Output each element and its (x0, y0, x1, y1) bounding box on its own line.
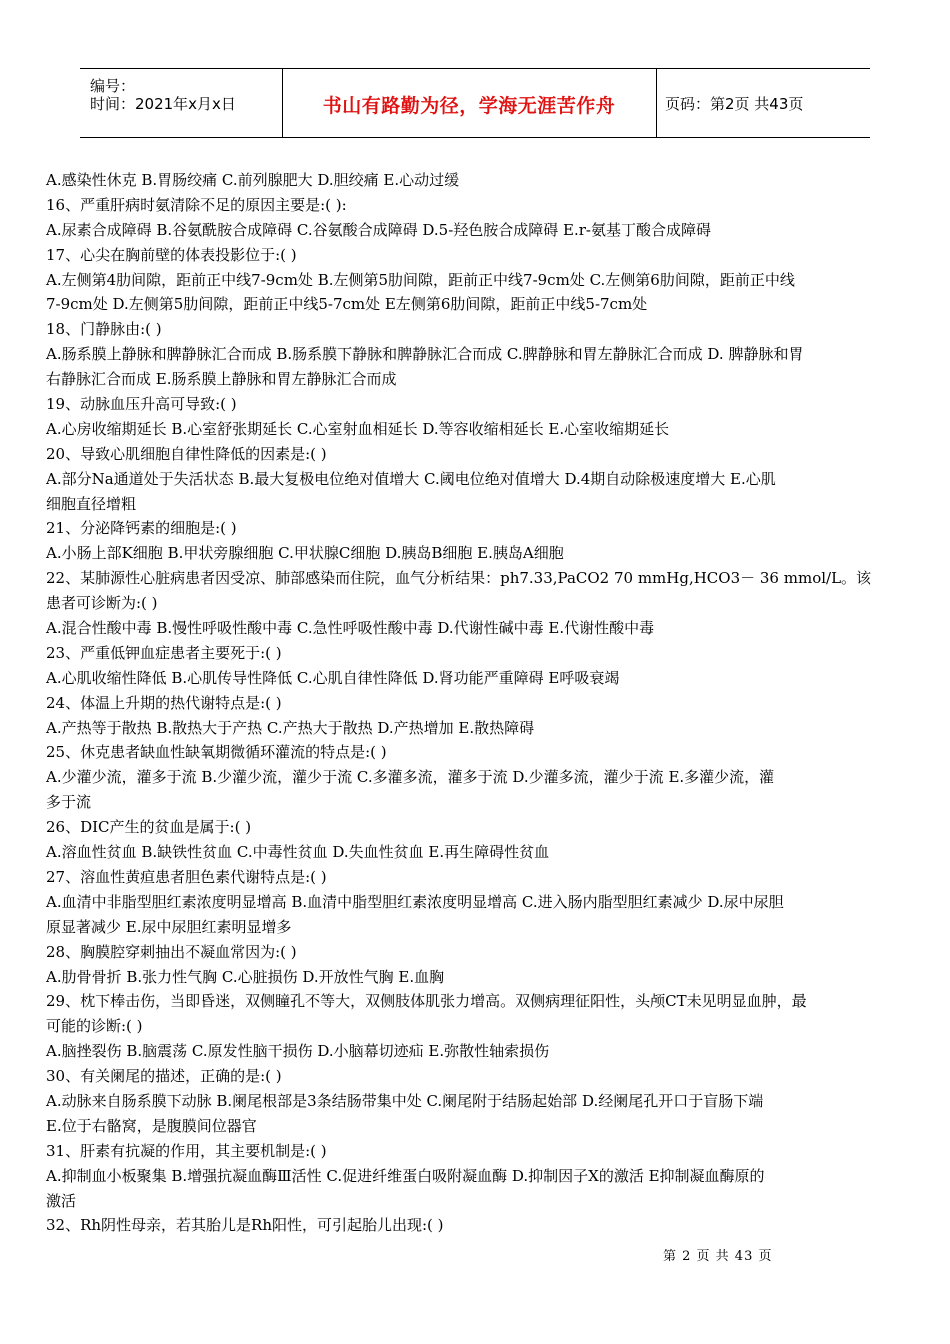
text-line: 26、DIC产生的贫血是属于:( ) (46, 818, 252, 837)
text-line: 27、溶血性黄疸患者胆色素代谢特点是:( ) (46, 867, 327, 886)
text-line: 右静脉汇合而成 E.肠系膜上静脉和胃左静脉汇合而成 (46, 370, 397, 389)
header-motto: 书山有路勤为径，学海无涯苦作舟 (322, 95, 616, 117)
text-line: 17、心尖在胸前壁的体表投影位于:( ) (46, 245, 297, 264)
text-line: A.尿素合成障碍 B.谷氨酰胺合成障碍 C.谷氨酸合成障碍 D.5-羟色胺合成障碍 E.r-氨基丁酸合成障碍 (46, 220, 712, 239)
text-line: A.小肠上部K细胞 B.甲状旁腺细胞 C.甲状腺C细胞 D.胰岛B细胞 E.胰岛A细胞 (46, 544, 564, 563)
text-line: A.心肌收缩性降低 B.心肌传导性降低 C.心肌自律性降低 D.肾功能严重障碍 E呼吸衰竭 (46, 668, 620, 687)
header-motto-cell (282, 69, 657, 137)
text-line: A.产热等于散热 B.散热大于产热 C.产热大于散热 D.产热增加 E.散热障碍 (46, 718, 535, 737)
text-line: 24、体温上升期的热代谢特点是:( ) (46, 693, 282, 712)
text-line: 患者可诊断为:( ) (46, 594, 158, 613)
header-info-cell (80, 69, 283, 137)
text-line: 31、肝素有抗凝的作用，其主要机制是:( ) (46, 1141, 327, 1160)
text-line: A.心房收缩期延长 B.心室舒张期延长 C.心室射血相延长 D.等容收缩相延长 E.心室收缩期延长 (46, 419, 670, 438)
text-line: 19、动脉血压升高可导致:( ) (46, 395, 237, 414)
text-line: A.少灌少流，灌多于流 B.少灌少流，灌少于流 C.多灌多流，灌多于流 D.少灌多流，灌少于流 E.多灌少流，灌 (46, 768, 775, 787)
text-line: A.抑制血小板聚集 B.增强抗凝血酶Ⅲ活性 C.促进纤维蛋白吸附凝血酶 D.抑制因子X的激活 E抑制凝血酶原的 (46, 1166, 765, 1185)
date-label: 时间：2021年x月x日 (90, 95, 236, 113)
text-line: A.动脉来自肠系膜下动脉 B.阑尾根部是3条结肠带集中处 C.阑尾附于结肠起始部 D.经阑尾孔开口于盲肠下端 (46, 1091, 764, 1110)
text-line: A.感染性休克 B.胃肠绞痛 C.前列腺肥大 D.胆绞痛 E.心动过缓 (46, 171, 460, 189)
text-line: A.肠系膜上静脉和脾静脉汇合而成 B.肠系膜下静脉和脾静脉汇合而成 C.脾静脉和胃左静脉汇合而成 D. 脾静脉和胃 (46, 345, 804, 364)
document-body (46, 168, 906, 1238)
text-line: 23、严重低钾血症患者主要死于:( ) (46, 643, 282, 662)
text-line: 30、有关阑尾的描述，正确的是:( ) (46, 1067, 282, 1086)
text-line: A.部分Na通道处于失活状态 B.最大复极电位绝对值增大 C.阈电位绝对值增大 D.4期自动除极速度增大 E.心肌 (46, 469, 776, 488)
text-line: 22、某肺源性心脏病患者因受凉、肺部感染而住院，血气分析结果：ph7.33,PaCO2 70 mmHg,HCO3－ 36 mmol/L。该 (46, 569, 872, 588)
text-line: 可能的诊断:( ) (46, 1017, 143, 1036)
text-line: 28、胸膜腔穿刺抽出不凝血常因为:( ) (46, 942, 297, 961)
text-line: 激活 (46, 1191, 77, 1210)
header-page-cell (657, 69, 870, 137)
text-line: 多于流 (46, 793, 92, 812)
text-line: A.肋骨骨折 B.张力性气胸 C.心脏损伤 D.开放性气胸 E.血胸 (46, 967, 445, 986)
serial-number-label: 编号： (90, 77, 136, 95)
text-line: E.位于右骼窝，是腹膜间位器官 (46, 1116, 257, 1135)
text-line: 原显著减少 E.尿中尿胆红素明显增多 (46, 917, 292, 936)
text-line: 29、枕下棒击伤，当即昏迷，双侧瞳孔不等大，双侧肢体肌张力增高。双侧病理征阳性，头颅CT未见明显血肿，最 (46, 992, 807, 1011)
page-footer: 第 2 页 共 43 页 (663, 1249, 773, 1264)
text-line: 25、休克患者缺血性缺氧期微循环灌流的特点是:( ) (46, 743, 387, 762)
text-line: A.溶血性贫血 B.缺铁性贫血 C.中毒性贫血 D.失血性贫血 E.再生障碍性贫血 (46, 843, 550, 862)
text-line: 20、导致心肌细胞自律性降低的因素是:( ) (46, 444, 327, 463)
text-line: 18、门静脉由:( ) (46, 320, 162, 339)
header-page-number: 页码：第2页 共43页 (665, 95, 804, 113)
text-line: 7-9cm处 D.左侧第5肋间隙，距前正中线5-7cm处 E左侧第6肋间隙，距前正中线5-7cm处 (46, 295, 648, 314)
text-line: 21、分泌降钙素的细胞是:( ) (46, 519, 237, 538)
text-line: A.混合性酸中毒 B.慢性呼吸性酸中毒 C.急性呼吸性酸中毒 D.代谢性碱中毒 E.代谢性酸中毒 (46, 619, 655, 638)
text-line: 32、Rh阴性母亲，若其胎儿是Rh阳性，可引起胎儿出现:( ) (46, 1216, 444, 1235)
page-header (80, 68, 870, 138)
text-line: A.左侧第4肋间隙，距前正中线7-9cm处 B.左侧第5肋间隙，距前正中线7-9cm处 C.左侧第6肋间隙，距前正中线 (46, 270, 795, 289)
text-line: 细胞直径增粗 (46, 494, 137, 513)
text-line: 16、严重肝病时氨清除不足的原因主要是:( ): (46, 195, 347, 214)
text-line: A.脑挫裂伤 B.脑震荡 C.原发性脑干损伤 D.小脑幕切迹疝 E.弥散性轴索损伤 (46, 1042, 550, 1061)
text-line: A.血清中非脂型胆红素浓度明显增高 B.血清中脂型胆红素浓度明显增高 C.进入肠内脂型胆红素减少 D.尿中尿胆 (46, 892, 784, 911)
